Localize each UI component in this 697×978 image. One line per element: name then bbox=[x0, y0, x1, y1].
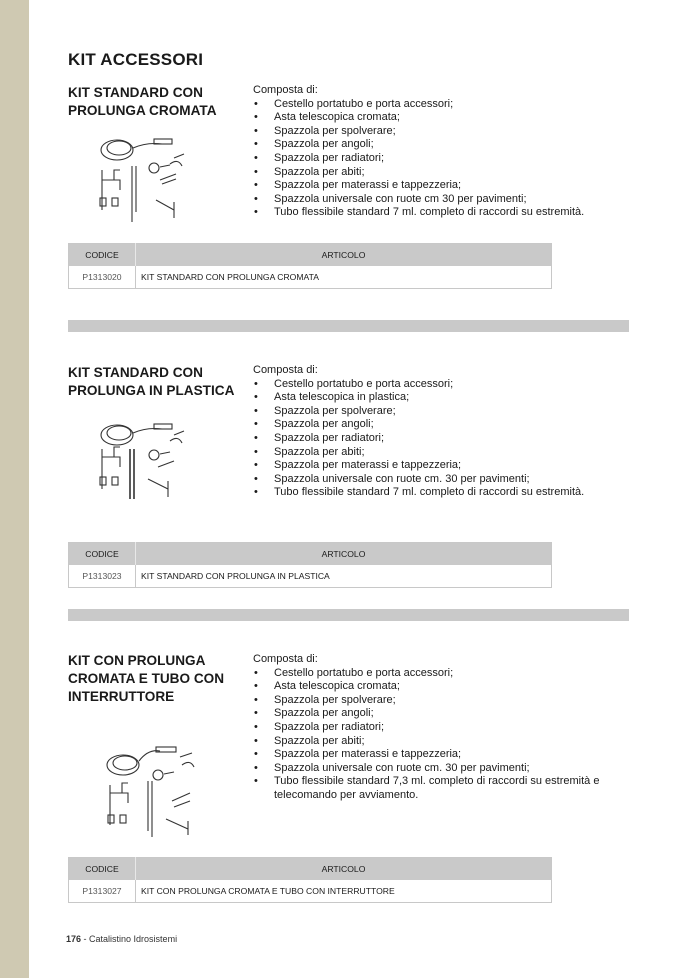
composition-list bbox=[253, 378, 584, 500]
list-item: • Asta telescopica in plastica; bbox=[253, 391, 584, 405]
table-header-row bbox=[69, 858, 552, 881]
list-item: • Tubo flessibile standard 7 ml. completo di raccordi su estremità. bbox=[253, 486, 584, 500]
list-item: • Spazzola per radiatori; bbox=[253, 152, 584, 166]
composition-intro: Composta di: bbox=[253, 653, 318, 665]
list-item: • Cestello portatubo e porta accessori; bbox=[253, 378, 584, 392]
composition-list bbox=[253, 98, 584, 220]
composition-list bbox=[253, 667, 628, 803]
list-item: • Spazzola per spolverare; bbox=[253, 405, 584, 419]
composition-intro: Composta di: bbox=[253, 364, 318, 376]
product-table-1 bbox=[68, 243, 552, 289]
product-article: KIT STANDARD CON PROLUNGA CROMATA bbox=[141, 272, 319, 282]
product-article: KIT STANDARD CON PROLUNGA IN PLASTICA bbox=[141, 571, 330, 581]
list-item: • Spazzola per materassi e tappezzeria; bbox=[253, 459, 584, 473]
product-article: KIT CON PROLUNGA CROMATA E TUBO CON INTERRUTTORE bbox=[141, 886, 395, 896]
footer-separator: - bbox=[81, 934, 90, 944]
catalog-name: Catalistino Idrosistemi bbox=[89, 934, 178, 944]
page-number: 176 bbox=[66, 934, 82, 944]
product-code: P1313027 bbox=[69, 880, 136, 903]
product-code: P1313020 bbox=[69, 266, 136, 289]
table-header-row bbox=[69, 244, 552, 267]
table-header-row bbox=[69, 543, 552, 566]
table-row bbox=[69, 266, 552, 289]
section-divider bbox=[68, 609, 629, 621]
product-table-2 bbox=[68, 542, 552, 588]
list-item: • Spazzola per angoli; bbox=[253, 138, 584, 152]
composition-intro: Composta di: bbox=[253, 84, 318, 96]
product-title-3: KIT CON PROLUNGA CROMATA E TUBO CON INTERRUTTORE bbox=[68, 653, 225, 704]
column-header-article: ARTICOLO bbox=[136, 858, 552, 881]
list-item: • Spazzola per abiti; bbox=[253, 166, 584, 180]
list-item: • Spazzola per materassi e tappezzeria; bbox=[253, 179, 584, 193]
list-item: • Spazzola per abiti; bbox=[253, 735, 628, 749]
list-item: • Spazzola per angoli; bbox=[253, 707, 628, 721]
list-item: • Spazzola universale con ruote cm. 30 per pavimenti; bbox=[253, 762, 628, 776]
kit-illustration bbox=[98, 735, 208, 845]
list-item: • Spazzola per radiatori; bbox=[253, 432, 584, 446]
list-item: • Spazzola per materassi e tappezzeria; bbox=[253, 748, 628, 762]
composition-3 bbox=[253, 653, 628, 803]
column-header-code: CODICE bbox=[69, 244, 136, 267]
side-band bbox=[0, 0, 29, 978]
product-code: P1313023 bbox=[69, 565, 136, 588]
list-item: • Tubo flessibile standard 7,3 ml. completo di raccordi su estremità e telecomando per avviamento. bbox=[253, 775, 628, 802]
list-item: • Tubo flessibile standard 7 ml. completo di raccordi su estremità. bbox=[253, 206, 584, 220]
product-title-2: KIT STANDARD CON PROLUNGA IN PLASTICA bbox=[68, 365, 235, 398]
column-header-code: CODICE bbox=[69, 543, 136, 566]
list-item: • Spazzola per spolverare; bbox=[253, 125, 584, 139]
column-header-article: ARTICOLO bbox=[136, 543, 552, 566]
list-item: • Asta telescopica cromata; bbox=[253, 680, 628, 694]
product-title-1: KIT STANDARD CON PROLUNGA CROMATA bbox=[68, 85, 217, 118]
list-item: • Cestello portatubo e porta accessori; bbox=[253, 98, 584, 112]
list-item: • Spazzola per spolverare; bbox=[253, 694, 628, 708]
page-title: KIT ACCESSORI bbox=[68, 50, 204, 69]
kit-illustration bbox=[92, 120, 192, 230]
section-divider bbox=[68, 320, 629, 332]
list-item: • Spazzola per abiti; bbox=[253, 446, 584, 460]
composition-2 bbox=[253, 364, 584, 500]
kit-illustration bbox=[92, 405, 192, 515]
list-item: • Spazzola universale con ruote cm. 30 per pavimenti; bbox=[253, 473, 584, 487]
list-item: • Spazzola per radiatori; bbox=[253, 721, 628, 735]
list-item: • Asta telescopica cromata; bbox=[253, 111, 584, 125]
composition-1 bbox=[253, 84, 584, 220]
column-header-article: ARTICOLO bbox=[136, 244, 552, 267]
list-item: • Cestello portatubo e porta accessori; bbox=[253, 667, 628, 681]
table-row bbox=[69, 880, 552, 903]
list-item: • Spazzola per angoli; bbox=[253, 418, 584, 432]
table-row bbox=[69, 565, 552, 588]
product-table-3 bbox=[68, 857, 552, 903]
page-footer bbox=[66, 934, 177, 944]
column-header-code: CODICE bbox=[69, 858, 136, 881]
list-item: • Spazzola universale con ruote cm 30 per pavimenti; bbox=[253, 193, 584, 207]
